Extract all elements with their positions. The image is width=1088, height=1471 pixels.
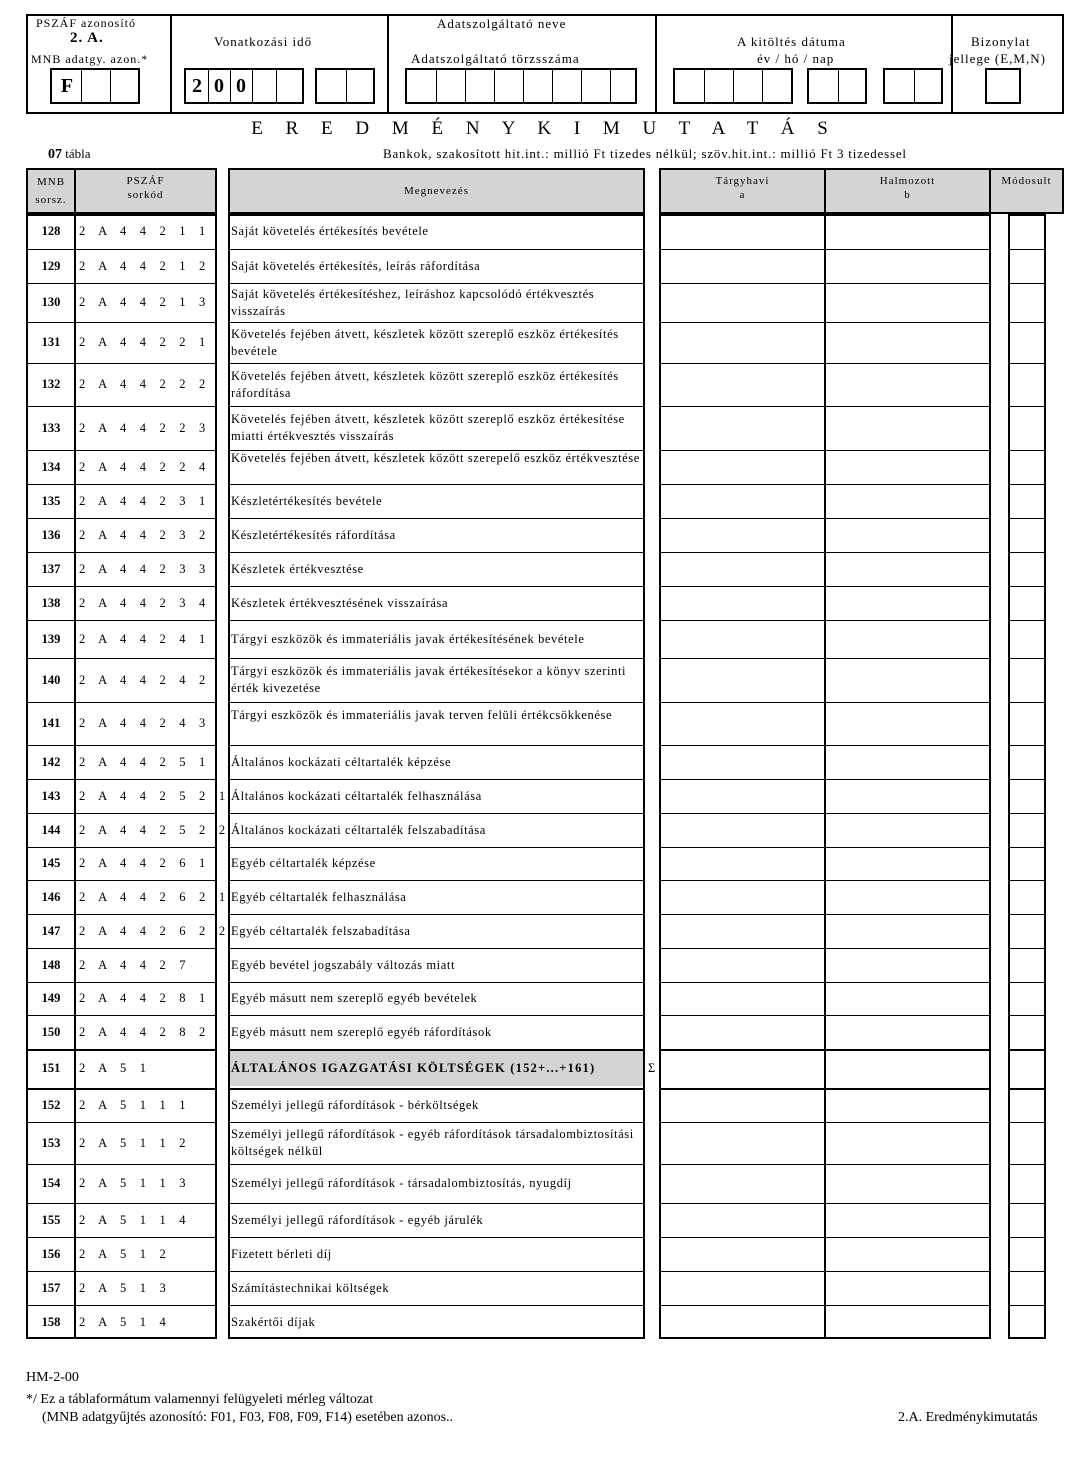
modified-input[interactable] (1010, 847, 1044, 880)
footnote-line-1: */ Ez a táblaformátum valamennyi felügyeleti mérleg változat (26, 1392, 374, 1407)
row-number: 131 (41, 335, 61, 349)
row-code: 2 A 4 4 2 3 2 (79, 528, 211, 542)
cumulative-input[interactable] (826, 1015, 989, 1049)
row-code: 2 A 4 4 2 8 2 (79, 1025, 211, 1039)
row-number: 148 (41, 958, 61, 972)
table-row (0, 1088, 1088, 1122)
row-number: 155 (41, 1213, 61, 1227)
fill-date-format: év / hó / nap (757, 51, 835, 66)
table-row (0, 406, 1088, 450)
monthly-input[interactable] (661, 982, 824, 1015)
modified-input[interactable] (1010, 1237, 1044, 1271)
mnb-id-boxes[interactable] (50, 68, 140, 104)
monthly-input[interactable] (661, 948, 824, 982)
row-name: Egyéb céltartalék felhasználása (231, 890, 407, 904)
table-row (0, 1271, 1088, 1305)
cumulative-input[interactable] (826, 518, 989, 552)
row-code: 2 A 5 1 1 4 (79, 1213, 191, 1227)
footnote-line-2: (MNB adatgyűjtés azonosító: F01, F03, F08, F09, F14) esetében azonos.. (42, 1410, 454, 1425)
modified-input[interactable] (1010, 518, 1044, 552)
cumulative-input[interactable] (826, 847, 989, 880)
cumulative-input[interactable] (826, 283, 989, 322)
monthly-input[interactable] (661, 552, 824, 586)
modified-input[interactable] (1010, 745, 1044, 779)
modified-input[interactable] (1010, 880, 1044, 914)
row-name: Készletértékesítés ráfordítása (231, 528, 396, 542)
cumulative-input[interactable] (826, 1305, 989, 1339)
cumulative-input[interactable] (826, 1237, 989, 1271)
modified-input[interactable] (1010, 620, 1044, 658)
row-number: 137 (41, 562, 61, 576)
modified-input[interactable] (1010, 1271, 1044, 1305)
row-number: 147 (41, 924, 61, 938)
row-code: 2 A 4 4 2 4 3 (79, 716, 211, 730)
cumulative-input[interactable] (826, 1049, 989, 1088)
cumulative-input[interactable] (826, 322, 989, 363)
modified-input[interactable] (1010, 283, 1044, 322)
modified-input[interactable] (1010, 1203, 1044, 1237)
row-code: 2 A 4 4 2 5 1 (79, 755, 211, 769)
row-name: Tárgyi eszközök és immateriális javak terven felüli értékcsökkenése (231, 708, 613, 722)
table-row (0, 586, 1088, 620)
row-name: Személyi jellegű ráfordítások - bérköltségek (231, 1098, 479, 1112)
monthly-input[interactable] (661, 1088, 824, 1122)
fill-year-boxes[interactable] (673, 68, 793, 104)
table-row (0, 658, 1088, 702)
table-row (0, 322, 1088, 363)
fill-date-label: A kitöltés dátuma (737, 34, 846, 49)
modified-input[interactable] (1010, 779, 1044, 813)
modified-input[interactable] (1010, 1122, 1044, 1164)
row-number: 136 (41, 528, 61, 542)
row-code: 2 A 5 1 (79, 1061, 152, 1075)
monthly-input[interactable] (661, 406, 824, 450)
monthly-input[interactable] (661, 322, 824, 363)
provider-reg-boxes[interactable] (405, 68, 637, 104)
row-name: Készletek értékvesztése (231, 562, 364, 576)
cumulative-input[interactable] (826, 586, 989, 620)
monthly-input[interactable] (661, 1049, 824, 1088)
table-row (0, 214, 1088, 249)
monthly-input[interactable] (661, 1015, 824, 1049)
table-row (0, 249, 1088, 283)
row-code: 2 A 4 4 2 3 3 (79, 562, 211, 576)
period-label: Vonatkozási idő (214, 34, 313, 49)
period-digit-3: 0 (236, 75, 246, 97)
row-code: 2 A 4 4 2 3 1 (79, 494, 211, 508)
monthly-input[interactable] (661, 484, 824, 518)
row-code: 2 A 4 4 2 1 2 (79, 259, 211, 273)
modified-input[interactable] (1010, 552, 1044, 586)
row-name: Saját követelés értékesítés, leírás ráfordítása (231, 259, 481, 273)
cumulative-input[interactable] (826, 745, 989, 779)
cumulative-input[interactable] (826, 1164, 989, 1203)
table-row (0, 283, 1088, 322)
row-name: Számítástechnikai költségek (231, 1281, 390, 1295)
row-number: 133 (41, 421, 61, 435)
row-code: 2 A 4 4 2 3 4 (79, 596, 211, 610)
row-name: Követelés fejében átvett, készletek között szereplő eszköz értékesítés bevétele (231, 327, 619, 358)
row-number: 151 (41, 1061, 61, 1075)
doc-type-hint: jellege (E,M,N) (949, 51, 1046, 66)
table-row (0, 450, 1088, 484)
row-name: Egyéb céltartalék felszabadítása (231, 924, 411, 938)
provider-cell (389, 16, 657, 112)
row-number: 157 (41, 1281, 61, 1295)
row-code: 2 A 4 4 2 4 1 (79, 632, 211, 646)
row-code: 2 A 4 4 2 5 2 2 (79, 823, 231, 837)
row-code: 2 A 5 1 2 (79, 1247, 171, 1261)
row-number: 130 (41, 295, 61, 309)
page-label: 2.A. Eredménykimutatás (898, 1410, 1038, 1425)
monthly-input[interactable] (661, 1271, 824, 1305)
table-row (0, 518, 1088, 552)
row-name: ÁLTALÁNOS IGAZGATÁSI KÖLTSÉGEK (152+...+161) (231, 1061, 596, 1075)
cumulative-input[interactable] (826, 363, 989, 406)
modified-input[interactable] (1010, 1049, 1044, 1088)
table-row (0, 847, 1088, 880)
row-code: 2 A 4 4 2 6 2 2 (79, 924, 231, 938)
cumulative-input[interactable] (826, 620, 989, 658)
cumulative-input[interactable] (826, 214, 989, 249)
monthly-input[interactable] (661, 745, 824, 779)
table-row (0, 1015, 1088, 1049)
modified-input[interactable] (1010, 484, 1044, 518)
row-code: 2 A 4 4 2 2 3 (79, 421, 211, 435)
monthly-input[interactable] (661, 283, 824, 322)
table-row (0, 948, 1088, 982)
row-name: Egyéb céltartalék képzése (231, 856, 376, 870)
row-number: 139 (41, 632, 61, 646)
row-name: Saját követelés értékesítés bevétele (231, 224, 429, 238)
col-cumulative-header: Halmozott b (824, 168, 991, 214)
row-name: Követelés fejében átvett, készletek között szereplő eszköz értékesítés ráfordítása (231, 369, 619, 400)
table-row (0, 914, 1088, 948)
row-number: 138 (41, 596, 61, 610)
doc-type-cell (949, 16, 1062, 112)
sum-icon: Σ (648, 1061, 656, 1075)
monthly-input[interactable] (661, 249, 824, 283)
table-row (0, 1305, 1088, 1339)
period-digit-1: 2 (192, 75, 202, 97)
row-number: 154 (41, 1176, 61, 1190)
row-name: Követelés fejében átvett, készletek között szereplő eszköz értékesítése miatti értékvesztés visszaírás (231, 412, 625, 443)
mnb-id-char: F (60, 75, 74, 97)
modified-input[interactable] (1010, 658, 1044, 702)
cumulative-input[interactable] (826, 406, 989, 450)
cumulative-input[interactable] (826, 982, 989, 1015)
row-code: 2 A 4 4 2 7 (79, 958, 191, 972)
modified-input[interactable] (1010, 586, 1044, 620)
monthly-input[interactable] (661, 518, 824, 552)
row-name: Egyéb másutt nem szereplő egyéb bevételek (231, 991, 478, 1005)
modified-input[interactable] (1010, 1015, 1044, 1049)
modified-input[interactable] (1010, 214, 1044, 249)
table-row (0, 982, 1088, 1015)
col-pszaf-header: PSZÁF sorkód (74, 168, 217, 214)
cumulative-input[interactable] (826, 813, 989, 847)
row-code: 2 A 4 4 2 2 4 (79, 460, 211, 474)
row-name: Tárgyi eszközök és immateriális javak értékesítésének bevétele (231, 632, 585, 646)
table-row (0, 779, 1088, 813)
modified-input[interactable] (1010, 702, 1044, 745)
provider-reg-label: Adatszolgáltató törzsszáma (411, 51, 580, 66)
row-number: 128 (41, 224, 61, 238)
row-name: Általános kockázati céltartalék képzése (231, 755, 452, 769)
period-digit-2: 0 (214, 75, 224, 97)
monthly-input[interactable] (661, 702, 824, 745)
modified-input[interactable] (1010, 813, 1044, 847)
doc-type-label: Bizonylat (971, 34, 1031, 49)
col-mnb-header: MNB sorsz. (26, 168, 76, 214)
row-code: 2 A 4 4 2 6 2 1 (79, 890, 231, 904)
row-name: Saját követelés értékesítéshez, leíráshoz kapcsolódó értékvesztés visszaírás (231, 287, 595, 318)
col-name-header: Megnevezés (228, 168, 645, 214)
modified-input[interactable] (1010, 450, 1044, 484)
row-number: 146 (41, 890, 61, 904)
doc-type-box[interactable] (985, 68, 1021, 104)
table-row (0, 1237, 1088, 1271)
row-number: 144 (41, 823, 61, 837)
form-id: HM-2-00 (26, 1370, 79, 1385)
col-monthly-header: Tárgyhavi a (659, 168, 826, 214)
row-code: 2 A 4 4 2 4 2 (79, 673, 211, 687)
pszaf-id-cell (28, 16, 172, 112)
row-code: 2 A 5 1 4 (79, 1315, 171, 1329)
row-name: Személyi jellegű ráfordítások - egyéb ráfordítások társadalombiztosítási költségek nélkül (231, 1127, 634, 1158)
modified-input[interactable] (1010, 1164, 1044, 1203)
row-number: 149 (41, 991, 61, 1005)
provider-name-label: Adatszolgáltató neve (437, 16, 567, 31)
row-code: 2 A 4 4 2 6 1 (79, 856, 211, 870)
table-row (0, 552, 1088, 586)
modified-input[interactable] (1010, 322, 1044, 363)
row-code: 2 A 5 1 1 1 (79, 1098, 191, 1112)
monthly-input[interactable] (661, 1305, 824, 1339)
row-name: Tárgyi eszközök és immateriális javak értékesítésekor a könyv szerinti érték kivezetése (231, 664, 627, 695)
row-number: 156 (41, 1247, 61, 1261)
fill-month-boxes[interactable] (807, 68, 867, 104)
cumulative-input[interactable] (826, 552, 989, 586)
modified-input[interactable] (1010, 914, 1044, 948)
row-number: 158 (41, 1315, 61, 1329)
table-row (0, 1122, 1088, 1164)
monthly-input[interactable] (661, 620, 824, 658)
row-name: Készletek értékvesztésének visszaírása (231, 596, 449, 610)
row-name: Követelés fejében átvett, készletek között szerepelő eszköz értékvesztése (231, 451, 640, 465)
modified-input[interactable] (1010, 982, 1044, 1015)
table-row (0, 813, 1088, 847)
pszaf-id-label: PSZÁF azonosító (36, 16, 137, 30)
monthly-input[interactable] (661, 586, 824, 620)
row-number: 129 (41, 259, 61, 273)
cumulative-input[interactable] (826, 948, 989, 982)
row-number: 153 (41, 1136, 61, 1150)
monthly-input[interactable] (661, 779, 824, 813)
row-name: Általános kockázati céltartalék felszabadítása (231, 823, 486, 837)
monthly-input[interactable] (661, 813, 824, 847)
row-number: 141 (41, 716, 61, 730)
cumulative-input[interactable] (826, 484, 989, 518)
monthly-input[interactable] (661, 880, 824, 914)
row-code: 2 A 5 1 3 (79, 1281, 171, 1295)
monthly-input[interactable] (661, 1164, 824, 1203)
row-name: Egyéb bevétel jogszabály változás miatt (231, 958, 456, 972)
row-name: Általános kockázati céltartalék felhasználása (231, 789, 482, 803)
cumulative-input[interactable] (826, 249, 989, 283)
row-code: 2 A 4 4 2 2 1 (79, 335, 211, 349)
table-row (0, 745, 1088, 779)
row-code: 2 A 4 4 2 2 2 (79, 377, 211, 391)
row-number: 142 (41, 755, 61, 769)
fill-day-boxes[interactable] (883, 68, 943, 104)
row-code: 2 A 4 4 2 8 1 (79, 991, 211, 1005)
row-code: 2 A 4 4 2 1 3 (79, 295, 211, 309)
table-row (0, 363, 1088, 406)
units-note: Bankok, szakosított hit.int.: millió Ft tizedes nélkül; szöv.hit.int.: millió Ft 3 tizedessel (383, 146, 907, 161)
cumulative-input[interactable] (826, 914, 989, 948)
modified-input[interactable] (1010, 1305, 1044, 1339)
row-name: Egyéb másutt nem szereplő egyéb ráfordítások (231, 1025, 492, 1039)
monthly-input[interactable] (661, 1203, 824, 1237)
row-name: Készletértékesítés bevétele (231, 494, 383, 508)
row-number: 132 (41, 377, 61, 391)
table-row (0, 620, 1088, 658)
table-row (0, 1049, 1088, 1088)
row-code: 2 A 5 1 1 2 (79, 1136, 191, 1150)
monthly-input[interactable] (661, 1237, 824, 1271)
col-modified-header: Módosult (989, 168, 1064, 214)
monthly-input[interactable] (661, 847, 824, 880)
modified-input[interactable] (1010, 1088, 1044, 1122)
monthly-input[interactable] (661, 914, 824, 948)
cumulative-input[interactable] (826, 450, 989, 484)
fill-date-cell (657, 16, 953, 112)
form-header (26, 14, 1064, 114)
row-number: 143 (41, 789, 61, 803)
cumulative-input[interactable] (826, 1271, 989, 1305)
cumulative-input[interactable] (826, 779, 989, 813)
modified-input[interactable] (1010, 948, 1044, 982)
row-number: 140 (41, 673, 61, 687)
monthly-input[interactable] (661, 450, 824, 484)
row-name: Szakértői díjak (231, 1315, 316, 1329)
row-name: Személyi jellegű ráfordítások - egyéb járulék (231, 1213, 484, 1227)
modified-input[interactable] (1010, 406, 1044, 450)
pszaf-id-value: 2. A. (70, 30, 104, 46)
cumulative-input[interactable] (826, 702, 989, 745)
monthly-input[interactable] (661, 1122, 824, 1164)
table-row (0, 880, 1088, 914)
row-code: 2 A 4 4 2 5 2 1 (79, 789, 231, 803)
cumulative-input[interactable] (826, 1122, 989, 1164)
page-title: E R E D M É N Y K I M U T A T Á S (251, 118, 837, 139)
monthly-input[interactable] (661, 658, 824, 702)
cumulative-input[interactable] (826, 880, 989, 914)
modified-input[interactable] (1010, 363, 1044, 406)
table-row (0, 702, 1088, 745)
row-name: Fizetett bérleti díj (231, 1247, 332, 1261)
modified-input[interactable] (1010, 249, 1044, 283)
row-code: 2 A 4 4 2 1 1 (79, 224, 211, 238)
period-boxes[interactable] (184, 68, 304, 104)
monthly-input[interactable] (661, 214, 824, 249)
row-number: 134 (41, 460, 61, 474)
period-month-boxes[interactable] (315, 68, 375, 104)
row-number: 152 (41, 1098, 61, 1112)
cumulative-input[interactable] (826, 658, 989, 702)
monthly-input[interactable] (661, 363, 824, 406)
mnb-id-label: MNB adatgy. azon.* (31, 52, 149, 66)
table-number: 07 tábla (48, 146, 91, 162)
table-row (0, 484, 1088, 518)
row-name: Személyi jellegű ráfordítások - társadalombiztosítás, nyugdíj (231, 1176, 572, 1190)
cumulative-input[interactable] (826, 1088, 989, 1122)
row-code: 2 A 5 1 1 3 (79, 1176, 191, 1190)
period-cell (172, 16, 389, 112)
row-number: 135 (41, 494, 61, 508)
table-row (0, 1164, 1088, 1203)
cumulative-input[interactable] (826, 1203, 989, 1237)
row-number: 145 (41, 856, 61, 870)
table-row (0, 1203, 1088, 1237)
row-number: 150 (41, 1025, 61, 1039)
